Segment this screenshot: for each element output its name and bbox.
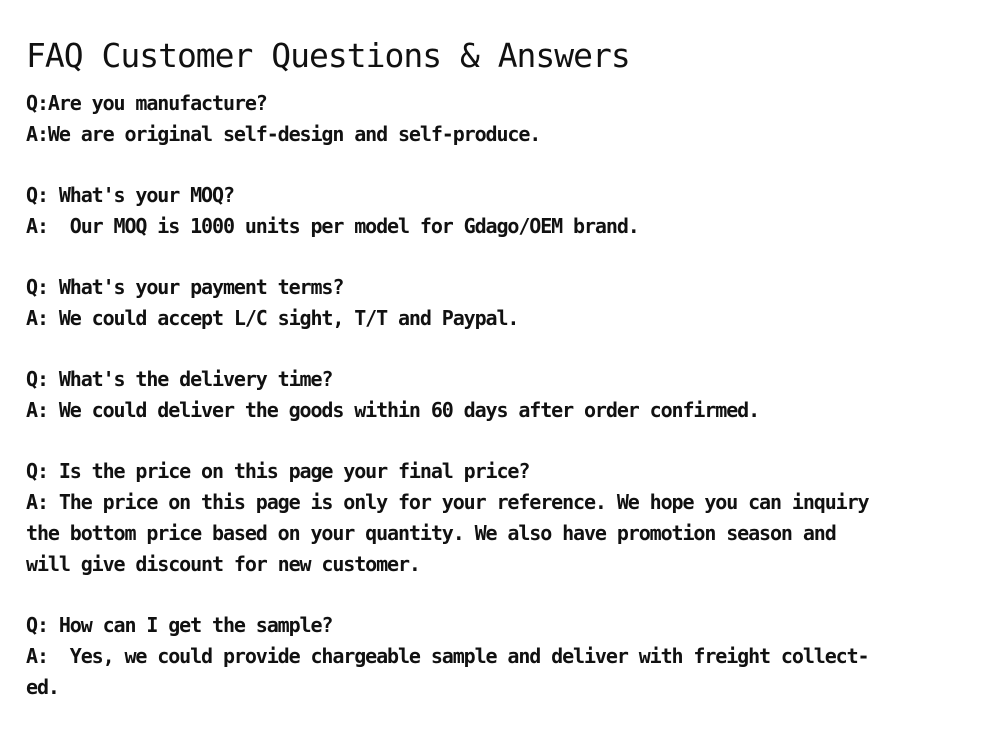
faq-page <box>26 36 976 733</box>
page-title: FAQ Customer Questions & Answers <box>26 36 630 75</box>
faq-answer: A: The price on this page is only for your reference. We hope you can inquiry <box>26 490 869 514</box>
faq-item <box>26 610 976 703</box>
faq-answer: A: We could accept L/C sight, T/T and Paypal. <box>26 306 519 330</box>
faq-answer: A:We are original self-design and self-produce. <box>26 122 541 146</box>
faq-question: Q: What's the delivery time? <box>26 367 333 391</box>
faq-list <box>26 88 976 703</box>
faq-item <box>26 88 976 150</box>
faq-question: Q: What's your MOQ? <box>26 183 234 207</box>
faq-answer: A: Yes, we could provide chargeable sample and deliver with freight collect- <box>26 644 869 668</box>
faq-item <box>26 180 976 242</box>
faq-item <box>26 456 976 580</box>
faq-answer: the bottom price based on your quantity. We also have promotion season and <box>26 521 836 545</box>
faq-question: Q: What's your payment terms? <box>26 275 344 299</box>
faq-answer: will give discount for new customer. <box>26 552 420 576</box>
faq-question: Q:Are you manufacture? <box>26 91 267 115</box>
faq-answer: A: We could deliver the goods within 60 days after order confirmed. <box>26 398 760 422</box>
faq-answer: A: Our MOQ is 1000 units per model for Gdago/OEM brand. <box>26 214 639 238</box>
faq-item <box>26 364 976 426</box>
faq-item <box>26 272 976 334</box>
faq-answer: ed. <box>26 675 59 699</box>
faq-question: Q: Is the price on this page your final price? <box>26 459 530 483</box>
faq-question: Q: How can I get the sample? <box>26 613 333 637</box>
